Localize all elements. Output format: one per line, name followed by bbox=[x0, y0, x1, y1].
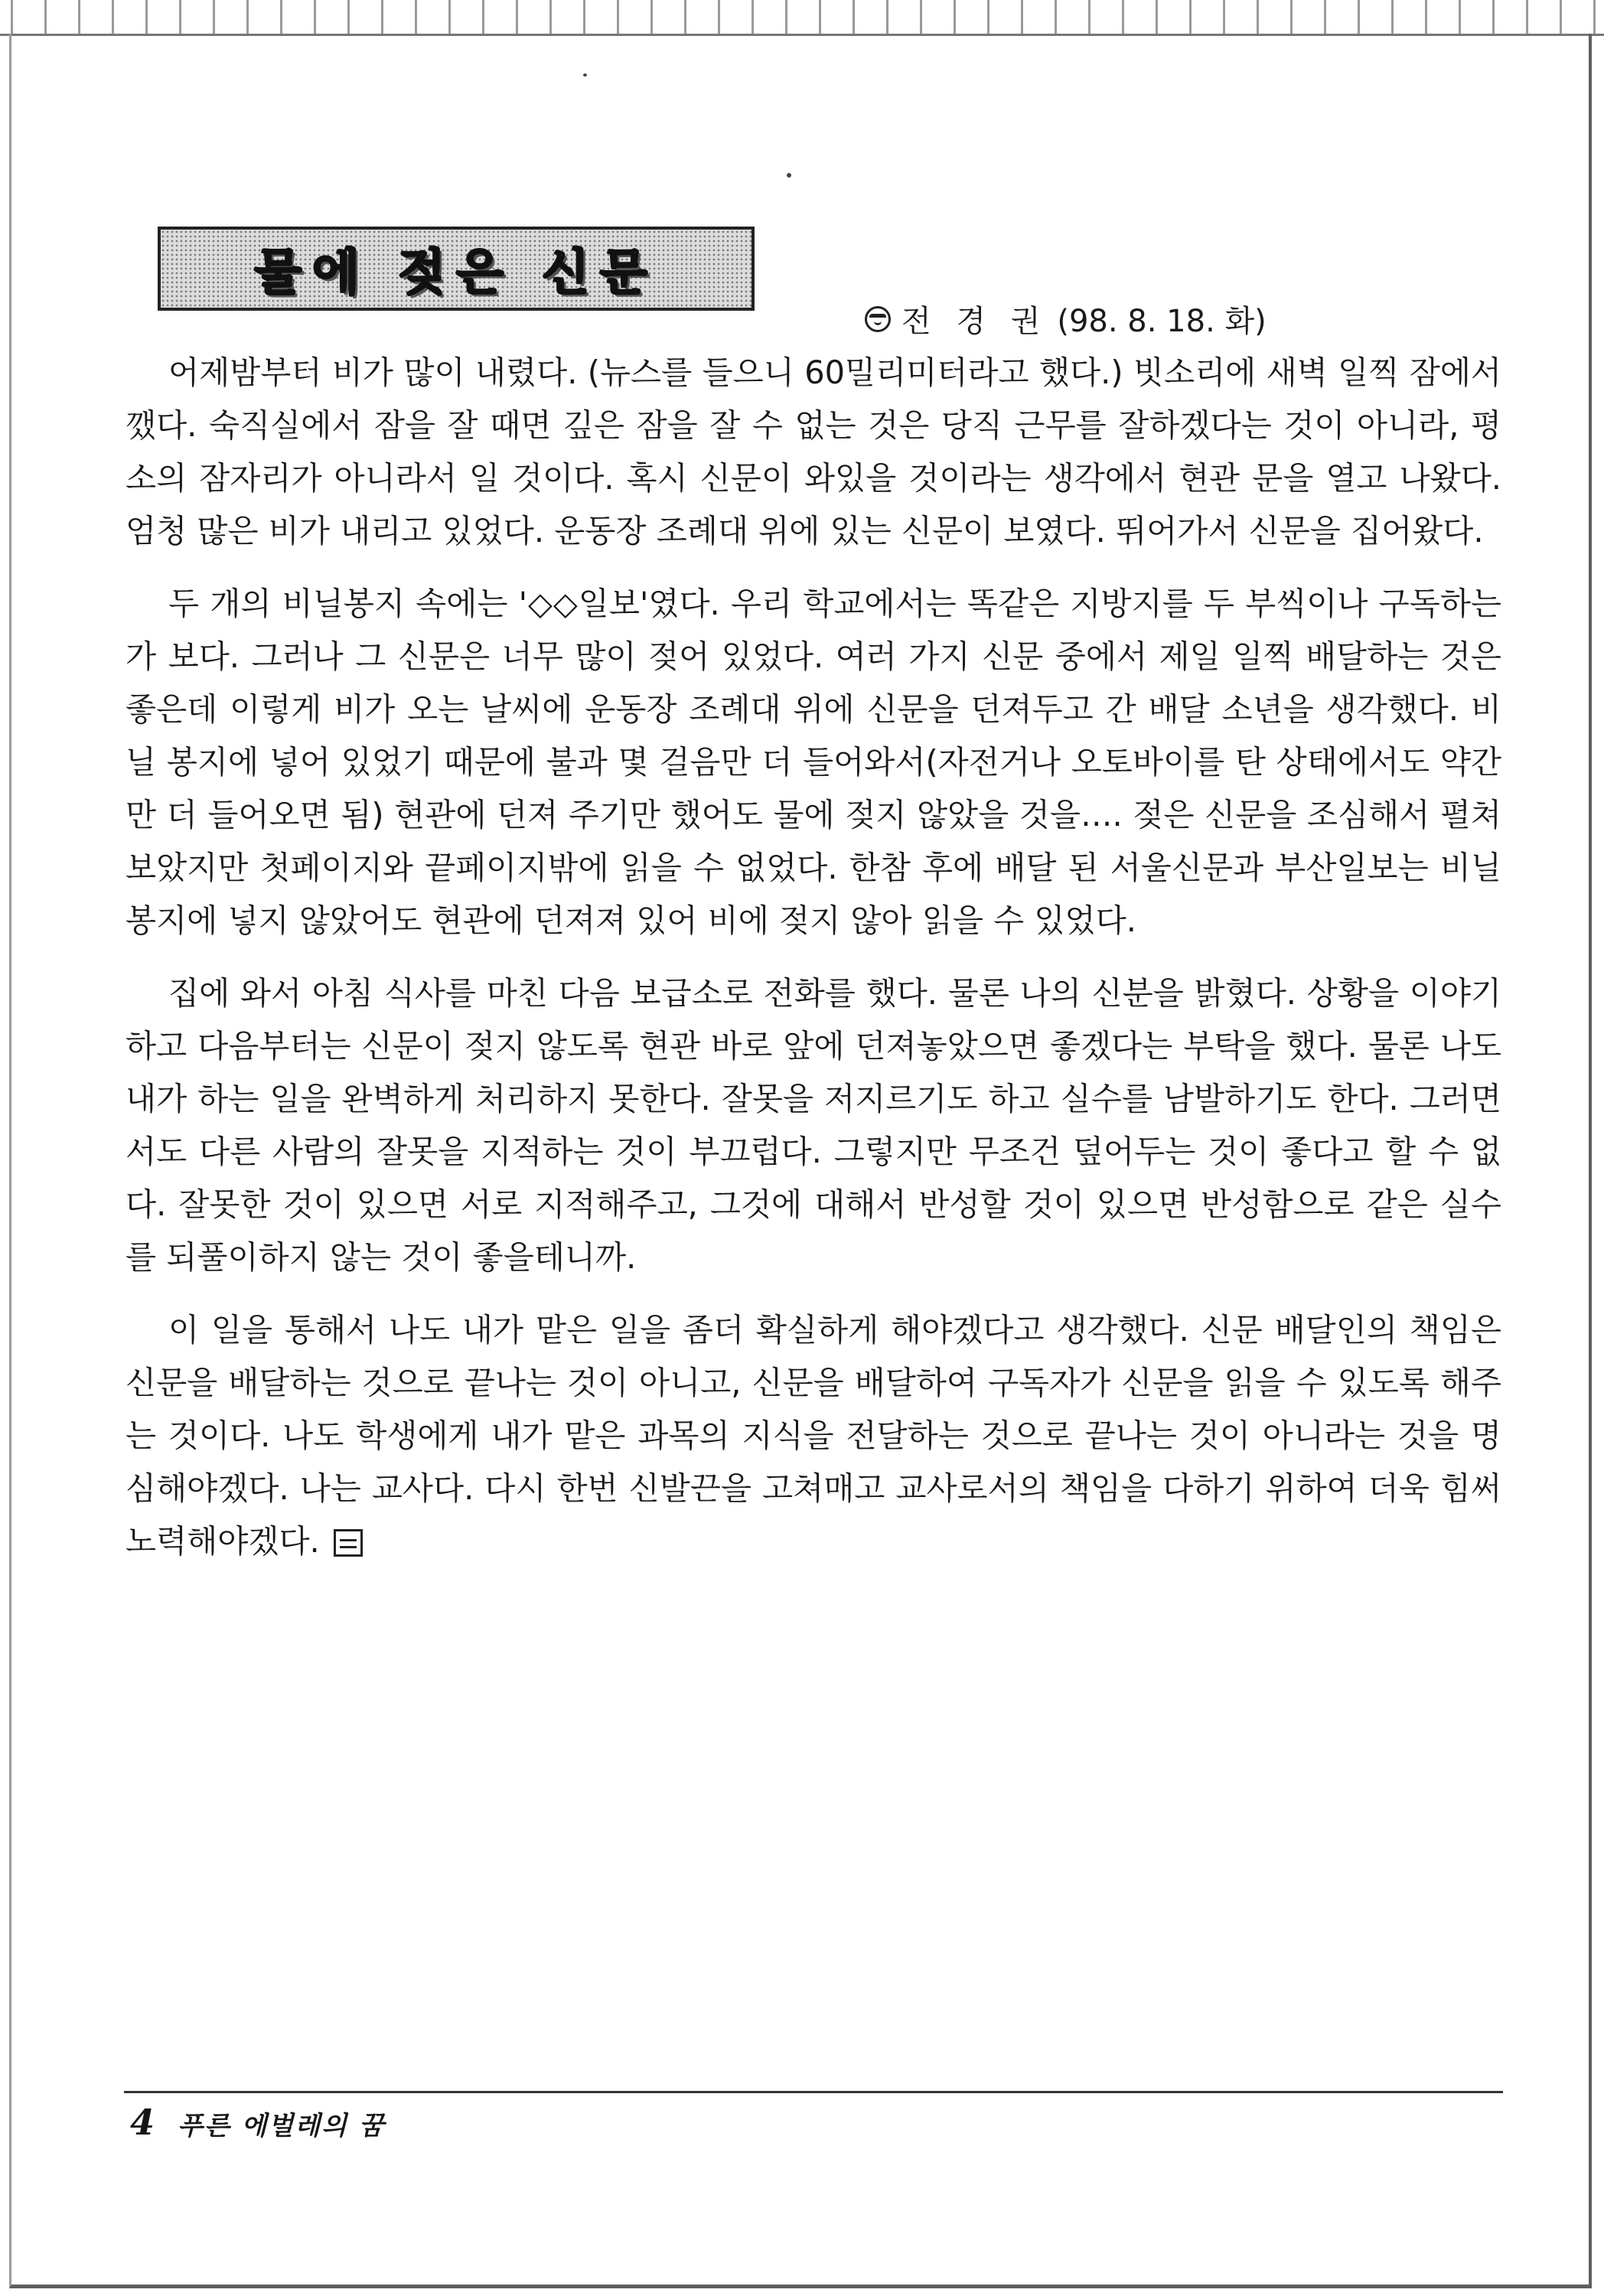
title-banner bbox=[158, 227, 755, 311]
book-title: 푸른 에벌레의 꿈 bbox=[178, 2111, 386, 2141]
paragraph: 집에 와서 아침 식사를 마친 다음 보급소로 전화를 했다. 물론 나의 신분을 밝혔다. 상황을 이야기하고 다음부터는 신문이 젖지 않도록 현관 바로 앞에 던져놓았으면 좋겠다는 부탁을 했다. 물론 나도 내가 하는 일을 완벽하게 처리하지 못한다. 잘못을 저지르기도 하고 실수를 남발하기도 한다. 그러면서도 다른 사람의 잘못을 지적하는 것이 부끄럽다. 그렇지만 무조건 덮어두는 것이 좋다고 할 수 없다. 잘못한 것이 있으면 서로 지적해주고, 그것에 대해서 반성할 것이 있으면 반성함으로 같은 실수를 되풀이하지 않는 것이 좋을테니까. bbox=[126, 974, 1501, 1276]
end-mark-icon bbox=[334, 1529, 363, 1557]
scan-speck bbox=[583, 73, 587, 77]
byline bbox=[865, 297, 1267, 341]
paragraph: 어제밤부터 비가 많이 내렸다. (뉴스를 들으니 60밀리미터라고 했다.) 빗소리에 새벽 일찍 잠에서 깼다. 숙직실에서 잠을 잘 때면 깊은 잠을 잘 수 없는 것은 당직 근무를 잘하겠다는 것이 아니라, 평소의 잠자리가 아니라서 일 것이다. 혹시 신문이 와있을 것이라는 생각에서 현관 문을 열고 나왔다. 엄청 많은 비가 내리고 있었다. 운동장 조례대 위에 있는 신문이 보였다. 뛰어가서 신문을 집어왔다. bbox=[126, 354, 1501, 550]
paragraph: 두 개의 비닐봉지 속에는 '◇◇일보'였다. 우리 학교에서는 똑같은 지방지를 두 부씩이나 구독하는가 보다. 그러나 그 신문은 너무 많이 젖어 있었다. 여러 가지 신문 중에서 제일 일찍 배달하는 것은 좋은데 이렇게 비가 오는 날씨에 운동장 조례대 위에 신문을 던져두고 간 배달 소년을 생각했다. 비닐 봉지에 넣어 있었기 때문에 불과 몇 걸음만 더 들어와서(자전거나 오토바이를 탄 상태에서도 약간만 더 들어오면 됨) 현관에 던져 주기만 했어도 물에 젖지 않았을 것을…. 젖은 신문을 조심해서 펼쳐 보았지만 첫페이지와 끝페이지밖에 읽을 수 없었다. 한참 후에 배달 된 서울신문과 부산일보는 비닐봉지에 넣지 않았어도 현관에 던져져 있어 비에 젖지 않아 읽을 수 있었다. bbox=[126, 585, 1501, 939]
author-name: 전 경 권 bbox=[901, 304, 1048, 339]
page-number: 4 bbox=[130, 2102, 155, 2143]
paragraph-text: 이 일을 통해서 나도 내가 맡은 일을 좀더 확실하게 해야겠다고 생각했다. 신문 배달인의 책임은 신문을 배달하는 것으로 끝나는 것이 아니고, 신문을 배달하여 구독자가 신문을 읽을 수 있도록 해주는 것이다. 나도 학생에게 내가 맡은 과목의 지식을 전달하는 것으로 끝나는 것이 아니라는 것을 명심해야겠다. 나는 교사다. 다시 한번 신발끈을 고쳐매고 교사로서의 책임을 다하기 위하여 더욱 힘써 노력해야겠다. bbox=[126, 1311, 1501, 1560]
page-footer bbox=[130, 2102, 386, 2143]
article-body bbox=[126, 346, 1501, 1567]
footer-divider bbox=[124, 2091, 1503, 2093]
article-date: (98. 8. 18. 화) bbox=[1057, 304, 1267, 339]
scan-speck bbox=[787, 173, 791, 178]
paragraph-last bbox=[126, 1303, 1501, 1567]
spiral-binding bbox=[0, 0, 1604, 36]
article-title: 물에 젖은 신문 bbox=[254, 245, 658, 302]
face-icon bbox=[865, 306, 891, 332]
